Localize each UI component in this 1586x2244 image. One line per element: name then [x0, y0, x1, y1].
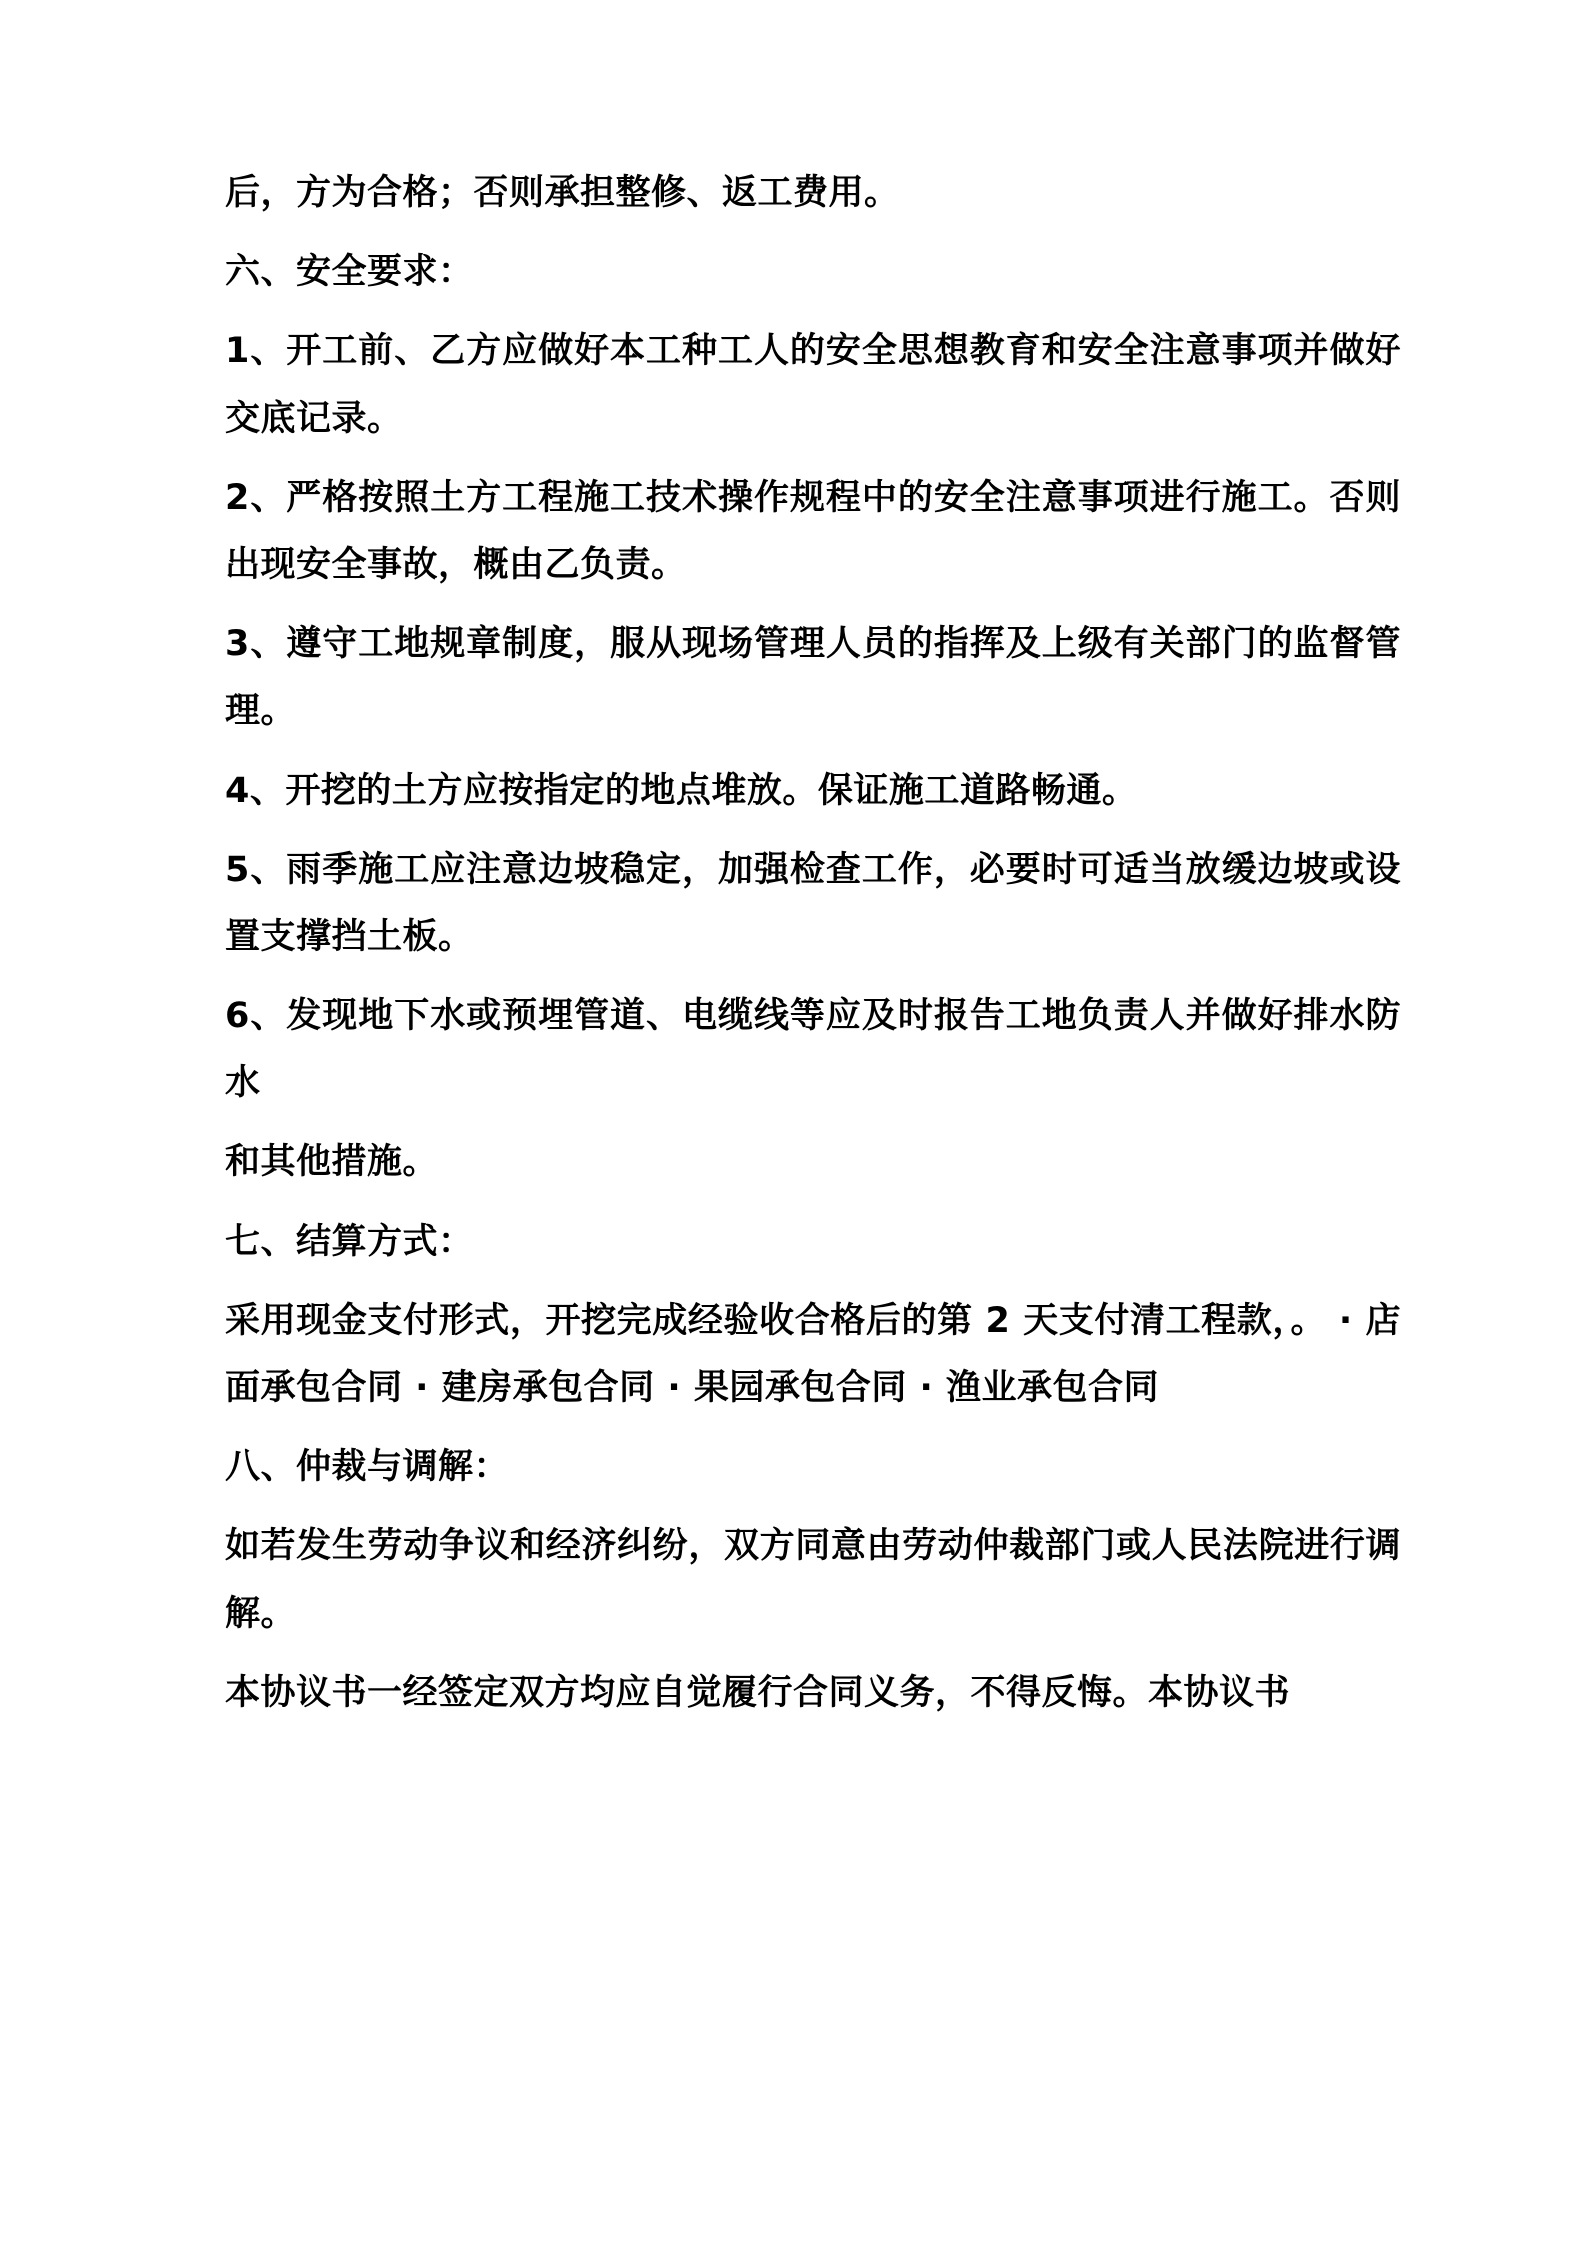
paragraph: 3、遵守工地规章制度，服从现场管理人员的指挥及上级有关部门的监督管理。 [225, 624, 1401, 732]
paragraph: 本协议书一经签定双方均应自觉履行合同义务，不得反悔。本协议书 [225, 1672, 1291, 1713]
paragraph: 2、严格按照土方工程施工技术操作规程中的安全注意事项进行施工。否则出现安全事故，概由乙负责。 [225, 477, 1401, 585]
paragraph: 如若发生劳动争议和经济纠纷，双方同意由劳动仲裁部门或人民法院进行调解。 [225, 1526, 1401, 1634]
document-body [225, 160, 1401, 1727]
paragraph: 和其他措施。 [225, 1142, 439, 1183]
paragraph: 后，方为合格；否则承担整修、返工费用。 [225, 173, 900, 213]
paragraph: 1、开工前、乙方应做好本工种工人的安全思想教育和安全注意事项并做好交底记录。 [225, 331, 1401, 439]
paragraph: 4、开挖的土方应按指定的地点堆放。保证施工道路畅通。 [225, 770, 1138, 811]
paragraph: 6、发现地下水或预埋管道、电缆线等应及时报告工地负责人并做好排水防水 [225, 996, 1401, 1104]
section-heading-six: 六、安全要求： [225, 252, 474, 293]
section-heading-seven: 七、结算方式： [225, 1221, 474, 1262]
paragraph: 5、雨季施工应注意边坡稳定，加强检查工作，必要时可适当放缓边坡或设置支撑挡土板。 [225, 849, 1401, 957]
paragraph: 采用现金支付形式，开挖完成经验收合格后的第 2 天支付清工程款，。 · 店面承包合同 · 建房承包合同 · 果园承包合同 · 渔业承包合同 [225, 1300, 1401, 1408]
section-heading-eight: 八、仲裁与调解： [225, 1447, 510, 1488]
